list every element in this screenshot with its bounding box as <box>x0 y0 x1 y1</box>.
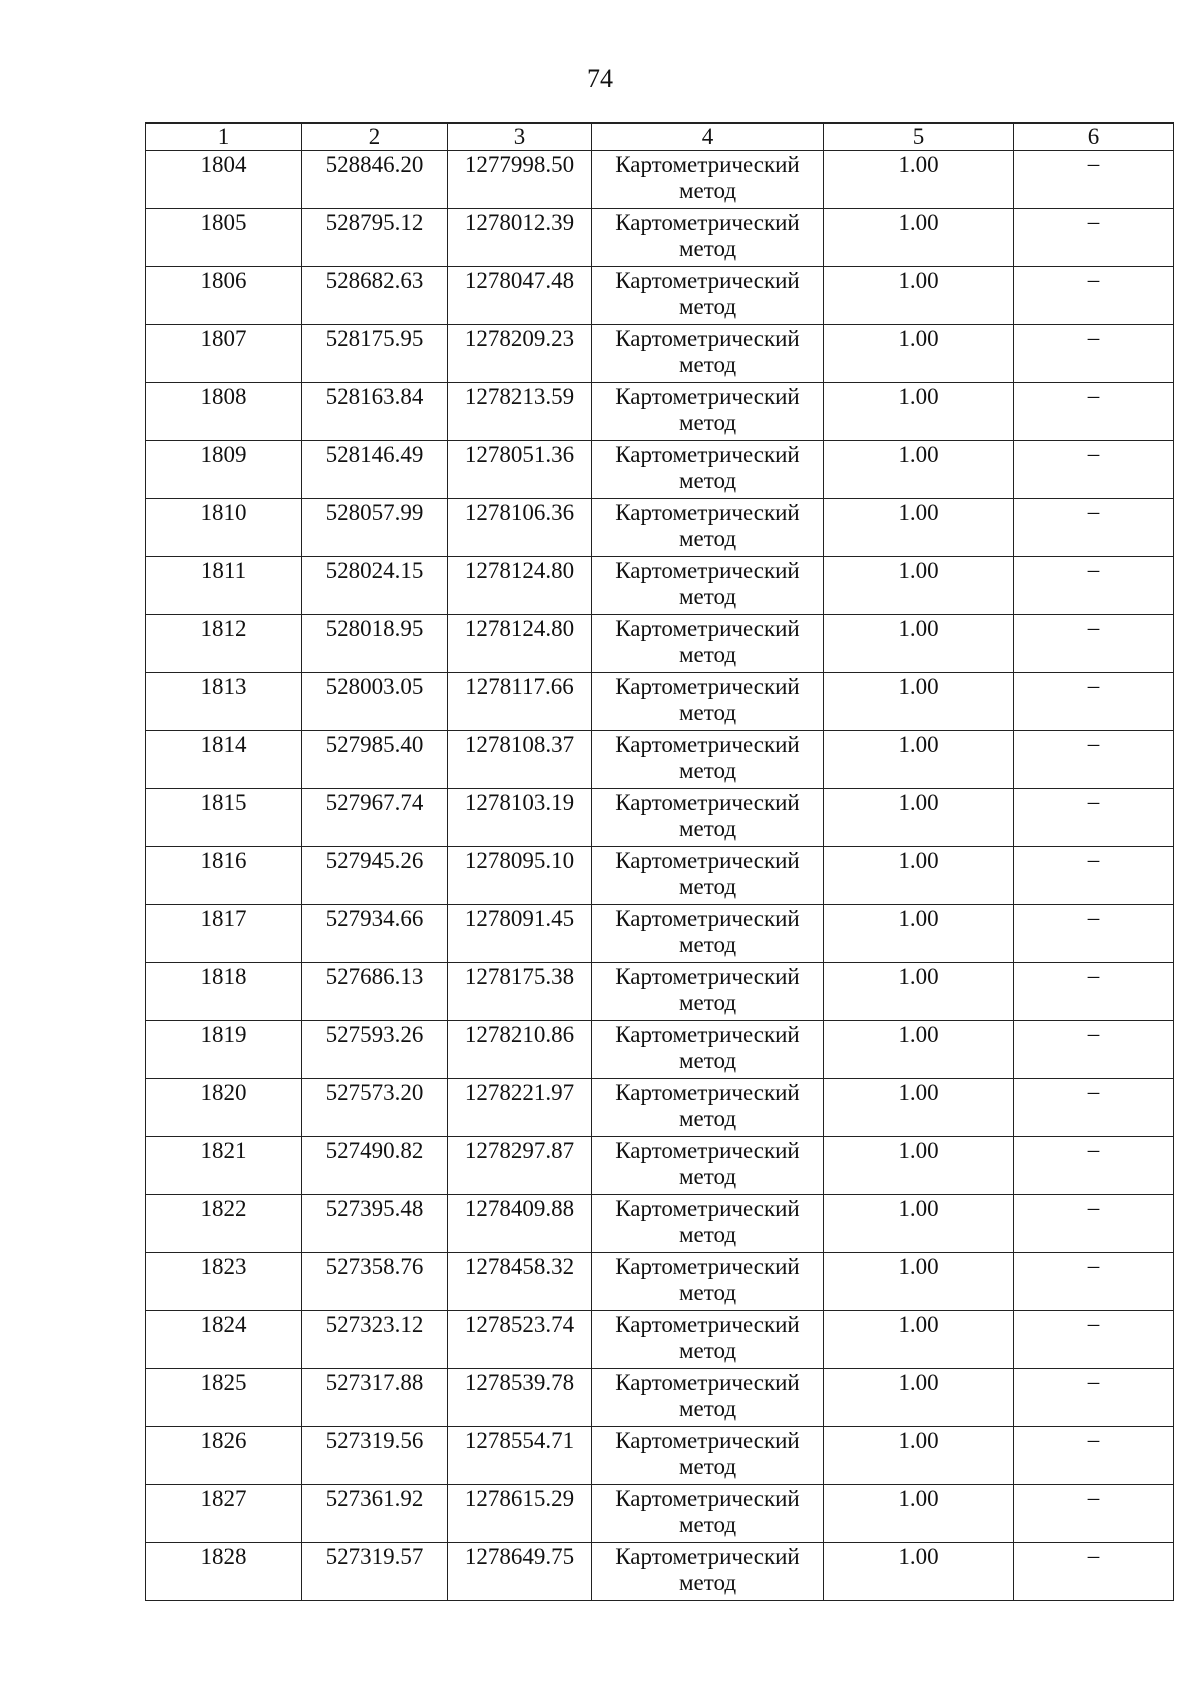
x-coordinate-cell: 528057.99 <box>302 499 448 557</box>
method-cell: Картометрический метод <box>592 615 824 673</box>
x-coordinate-cell: 527945.26 <box>302 847 448 905</box>
method-cell: Картометрический метод <box>592 905 824 963</box>
y-coordinate-cell: 1277998.50 <box>448 151 592 209</box>
table-row <box>146 499 1174 557</box>
note-cell: – <box>1014 1311 1174 1369</box>
accuracy-cell: 1.00 <box>824 1543 1014 1601</box>
note-cell: – <box>1014 905 1174 963</box>
accuracy-cell: 1.00 <box>824 615 1014 673</box>
table-row <box>146 731 1174 789</box>
point-number-cell: 1814 <box>146 731 302 789</box>
x-coordinate-cell: 528018.95 <box>302 615 448 673</box>
page-number: 74 <box>587 64 613 93</box>
note-cell: – <box>1014 209 1174 267</box>
accuracy-cell: 1.00 <box>824 383 1014 441</box>
note-cell: – <box>1014 1369 1174 1427</box>
y-coordinate-cell: 1278175.38 <box>448 963 592 1021</box>
note-cell: – <box>1014 847 1174 905</box>
note-cell: – <box>1014 1427 1174 1485</box>
table-row <box>146 1311 1174 1369</box>
y-coordinate-cell: 1278539.78 <box>448 1369 592 1427</box>
point-number-cell: 1808 <box>146 383 302 441</box>
note-cell: – <box>1014 673 1174 731</box>
method-cell: Картометрический метод <box>592 499 824 557</box>
point-number-cell: 1806 <box>146 267 302 325</box>
point-number-cell: 1813 <box>146 673 302 731</box>
note-cell: – <box>1014 615 1174 673</box>
method-cell: Картометрический метод <box>592 1543 824 1601</box>
column-header-6: 6 <box>1014 123 1174 151</box>
point-number-cell: 1815 <box>146 789 302 847</box>
x-coordinate-cell: 528146.49 <box>302 441 448 499</box>
y-coordinate-cell: 1278210.86 <box>448 1021 592 1079</box>
x-coordinate-cell: 527934.66 <box>302 905 448 963</box>
y-coordinate-cell: 1278108.37 <box>448 731 592 789</box>
y-coordinate-cell: 1278012.39 <box>448 209 592 267</box>
method-cell: Картометрический метод <box>592 557 824 615</box>
point-number-cell: 1818 <box>146 963 302 1021</box>
note-cell: – <box>1014 441 1174 499</box>
point-number-cell: 1819 <box>146 1021 302 1079</box>
accuracy-cell: 1.00 <box>824 1079 1014 1137</box>
table-row <box>146 905 1174 963</box>
note-cell: – <box>1014 1137 1174 1195</box>
point-number-cell: 1826 <box>146 1427 302 1485</box>
note-cell: – <box>1014 267 1174 325</box>
note-cell: – <box>1014 325 1174 383</box>
note-cell: – <box>1014 383 1174 441</box>
y-coordinate-cell: 1278213.59 <box>448 383 592 441</box>
method-cell: Картометрический метод <box>592 1195 824 1253</box>
table-row <box>146 1369 1174 1427</box>
y-coordinate-cell: 1278117.66 <box>448 673 592 731</box>
note-cell: – <box>1014 1543 1174 1601</box>
accuracy-cell: 1.00 <box>824 1021 1014 1079</box>
point-number-cell: 1825 <box>146 1369 302 1427</box>
y-coordinate-cell: 1278649.75 <box>448 1543 592 1601</box>
y-coordinate-cell: 1278103.19 <box>448 789 592 847</box>
x-coordinate-cell: 527967.74 <box>302 789 448 847</box>
method-cell: Картометрический метод <box>592 1253 824 1311</box>
accuracy-cell: 1.00 <box>824 1427 1014 1485</box>
note-cell: – <box>1014 789 1174 847</box>
table-row <box>146 963 1174 1021</box>
method-cell: Картометрический метод <box>592 441 824 499</box>
accuracy-cell: 1.00 <box>824 1369 1014 1427</box>
accuracy-cell: 1.00 <box>824 557 1014 615</box>
y-coordinate-cell: 1278523.74 <box>448 1311 592 1369</box>
note-cell: – <box>1014 963 1174 1021</box>
table-row <box>146 1021 1174 1079</box>
table-row <box>146 1195 1174 1253</box>
x-coordinate-cell: 527593.26 <box>302 1021 448 1079</box>
point-number-cell: 1809 <box>146 441 302 499</box>
table-row <box>146 789 1174 847</box>
header-row <box>146 123 1174 151</box>
method-cell: Картометрический метод <box>592 325 824 383</box>
column-header-2: 2 <box>302 123 448 151</box>
method-cell: Картометрический метод <box>592 963 824 1021</box>
x-coordinate-cell: 527323.12 <box>302 1311 448 1369</box>
table-row <box>146 151 1174 209</box>
method-cell: Картометрический метод <box>592 1079 824 1137</box>
y-coordinate-cell: 1278458.32 <box>448 1253 592 1311</box>
y-coordinate-cell: 1278124.80 <box>448 615 592 673</box>
x-coordinate-cell: 527686.13 <box>302 963 448 1021</box>
accuracy-cell: 1.00 <box>824 151 1014 209</box>
table-row <box>146 615 1174 673</box>
point-number-cell: 1807 <box>146 325 302 383</box>
x-coordinate-cell: 528682.63 <box>302 267 448 325</box>
x-coordinate-cell: 527573.20 <box>302 1079 448 1137</box>
table-row <box>146 1137 1174 1195</box>
table-row <box>146 1253 1174 1311</box>
point-number-cell: 1816 <box>146 847 302 905</box>
x-coordinate-cell: 528846.20 <box>302 151 448 209</box>
table-row <box>146 209 1174 267</box>
point-number-cell: 1804 <box>146 151 302 209</box>
table-row <box>146 673 1174 731</box>
x-coordinate-cell: 528795.12 <box>302 209 448 267</box>
y-coordinate-cell: 1278615.29 <box>448 1485 592 1543</box>
method-cell: Картометрический метод <box>592 267 824 325</box>
accuracy-cell: 1.00 <box>824 1485 1014 1543</box>
x-coordinate-cell: 527317.88 <box>302 1369 448 1427</box>
method-cell: Картометрический метод <box>592 209 824 267</box>
accuracy-cell: 1.00 <box>824 1195 1014 1253</box>
x-coordinate-cell: 527358.76 <box>302 1253 448 1311</box>
accuracy-cell: 1.00 <box>824 499 1014 557</box>
x-coordinate-cell: 528163.84 <box>302 383 448 441</box>
method-cell: Картометрический метод <box>592 789 824 847</box>
x-coordinate-cell: 527985.40 <box>302 731 448 789</box>
method-cell: Картометрический метод <box>592 673 824 731</box>
note-cell: – <box>1014 1079 1174 1137</box>
accuracy-cell: 1.00 <box>824 789 1014 847</box>
table-row <box>146 1427 1174 1485</box>
point-number-cell: 1827 <box>146 1485 302 1543</box>
x-coordinate-cell: 527319.56 <box>302 1427 448 1485</box>
accuracy-cell: 1.00 <box>824 1311 1014 1369</box>
x-coordinate-cell: 528003.05 <box>302 673 448 731</box>
table-row <box>146 1543 1174 1601</box>
accuracy-cell: 1.00 <box>824 441 1014 499</box>
point-number-cell: 1811 <box>146 557 302 615</box>
table-row <box>146 847 1174 905</box>
note-cell: – <box>1014 557 1174 615</box>
note-cell: – <box>1014 1195 1174 1253</box>
point-number-cell: 1823 <box>146 1253 302 1311</box>
accuracy-cell: 1.00 <box>824 1253 1014 1311</box>
note-cell: – <box>1014 1485 1174 1543</box>
column-header-1: 1 <box>146 123 302 151</box>
y-coordinate-cell: 1278221.97 <box>448 1079 592 1137</box>
accuracy-cell: 1.00 <box>824 209 1014 267</box>
method-cell: Картометрический метод <box>592 731 824 789</box>
coordinates-table <box>145 122 1174 1601</box>
note-cell: – <box>1014 499 1174 557</box>
column-header-5: 5 <box>824 123 1014 151</box>
y-coordinate-cell: 1278554.71 <box>448 1427 592 1485</box>
point-number-cell: 1820 <box>146 1079 302 1137</box>
table-row <box>146 557 1174 615</box>
x-coordinate-cell: 527361.92 <box>302 1485 448 1543</box>
table-body <box>146 151 1174 1601</box>
point-number-cell: 1812 <box>146 615 302 673</box>
point-number-cell: 1821 <box>146 1137 302 1195</box>
method-cell: Картометрический метод <box>592 847 824 905</box>
note-cell: – <box>1014 151 1174 209</box>
x-coordinate-cell: 527395.48 <box>302 1195 448 1253</box>
accuracy-cell: 1.00 <box>824 905 1014 963</box>
point-number-cell: 1828 <box>146 1543 302 1601</box>
method-cell: Картометрический метод <box>592 1369 824 1427</box>
table-header <box>146 123 1174 151</box>
method-cell: Картометрический метод <box>592 1137 824 1195</box>
y-coordinate-cell: 1278297.87 <box>448 1137 592 1195</box>
accuracy-cell: 1.00 <box>824 731 1014 789</box>
y-coordinate-cell: 1278106.36 <box>448 499 592 557</box>
point-number-cell: 1822 <box>146 1195 302 1253</box>
point-number-cell: 1810 <box>146 499 302 557</box>
y-coordinate-cell: 1278095.10 <box>448 847 592 905</box>
method-cell: Картометрический метод <box>592 383 824 441</box>
method-cell: Картометрический метод <box>592 1427 824 1485</box>
method-cell: Картометрический метод <box>592 1485 824 1543</box>
accuracy-cell: 1.00 <box>824 1137 1014 1195</box>
table-row <box>146 441 1174 499</box>
accuracy-cell: 1.00 <box>824 325 1014 383</box>
y-coordinate-cell: 1278047.48 <box>448 267 592 325</box>
method-cell: Картометрический метод <box>592 151 824 209</box>
y-coordinate-cell: 1278051.36 <box>448 441 592 499</box>
note-cell: – <box>1014 1253 1174 1311</box>
table-row <box>146 325 1174 383</box>
accuracy-cell: 1.00 <box>824 847 1014 905</box>
column-header-4: 4 <box>592 123 824 151</box>
accuracy-cell: 1.00 <box>824 267 1014 325</box>
method-cell: Картометрический метод <box>592 1021 824 1079</box>
y-coordinate-cell: 1278409.88 <box>448 1195 592 1253</box>
note-cell: – <box>1014 1021 1174 1079</box>
y-coordinate-cell: 1278124.80 <box>448 557 592 615</box>
x-coordinate-cell: 528024.15 <box>302 557 448 615</box>
column-header-3: 3 <box>448 123 592 151</box>
point-number-cell: 1817 <box>146 905 302 963</box>
x-coordinate-cell: 527490.82 <box>302 1137 448 1195</box>
y-coordinate-cell: 1278091.45 <box>448 905 592 963</box>
table-row <box>146 1485 1174 1543</box>
table-row <box>146 383 1174 441</box>
accuracy-cell: 1.00 <box>824 673 1014 731</box>
table-row <box>146 1079 1174 1137</box>
method-cell: Картометрический метод <box>592 1311 824 1369</box>
y-coordinate-cell: 1278209.23 <box>448 325 592 383</box>
x-coordinate-cell: 528175.95 <box>302 325 448 383</box>
note-cell: – <box>1014 731 1174 789</box>
table-row <box>146 267 1174 325</box>
point-number-cell: 1805 <box>146 209 302 267</box>
point-number-cell: 1824 <box>146 1311 302 1369</box>
x-coordinate-cell: 527319.57 <box>302 1543 448 1601</box>
accuracy-cell: 1.00 <box>824 963 1014 1021</box>
